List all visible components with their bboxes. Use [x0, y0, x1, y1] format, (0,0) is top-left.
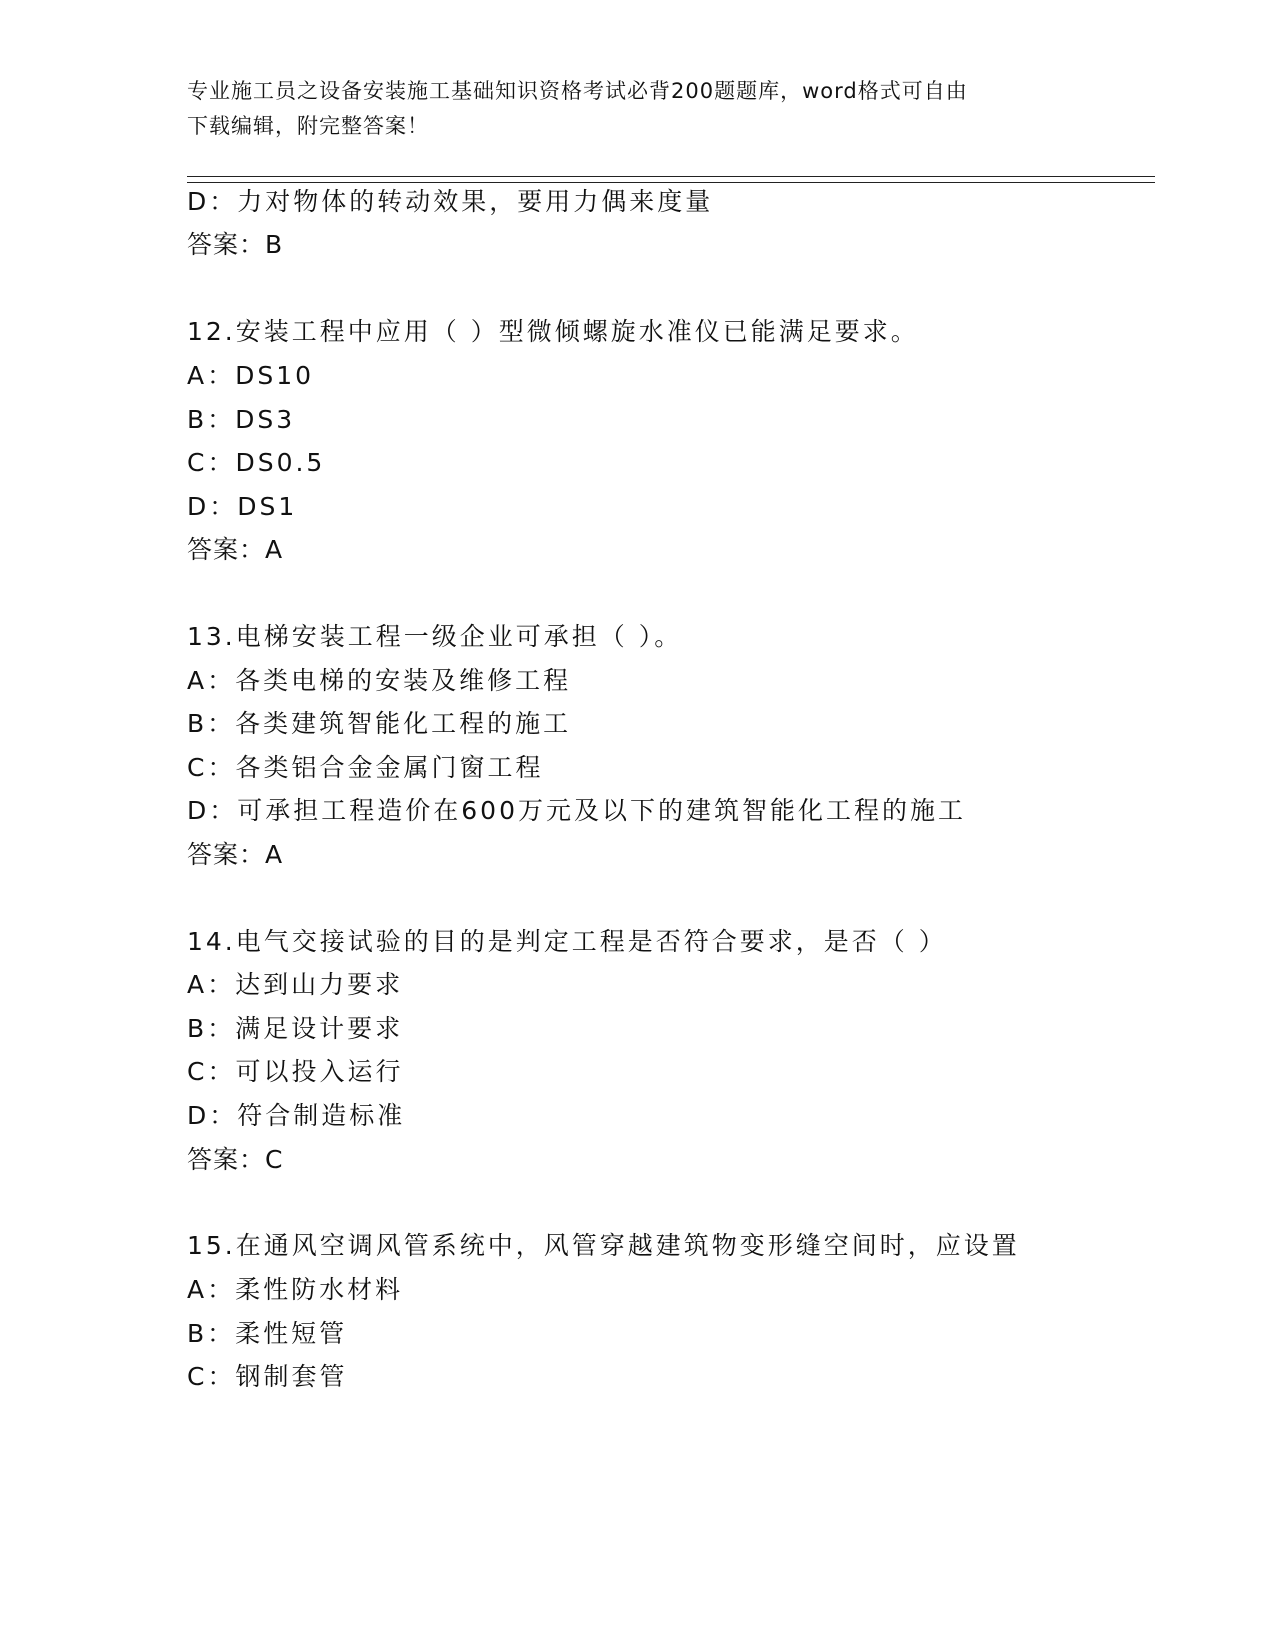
- question-12: 12.安装工程中应用（ ）型微倾螺旋水准仪已能满足要求。: [187, 317, 919, 346]
- header-divider-top: [187, 176, 1155, 177]
- option-c-q14: C：可以投入运行: [187, 1057, 404, 1086]
- option-b-q14: B：满足设计要求: [187, 1014, 404, 1043]
- question-15: 15.在通风空调风管系统中，风管穿越建筑物变形缝空间时，应设置: [187, 1231, 1020, 1260]
- option-c-q15: C：钢制套管: [187, 1362, 348, 1391]
- header-title-line-2: 下载编辑，附完整答案！: [187, 114, 429, 138]
- option-b-q15: B：柔性短管: [187, 1319, 348, 1348]
- answer-q12: 答案：A: [187, 535, 284, 564]
- option-a-q12: A：DS10: [187, 361, 315, 390]
- option-c-q12: C：DS0.5: [187, 448, 326, 477]
- answer-q11: 答案：B: [187, 230, 284, 259]
- answer-q13: 答案：A: [187, 840, 284, 869]
- question-14: 14.电气交接试验的目的是判定工程是否符合要求，是否（ ）: [187, 927, 947, 956]
- option-a-q14: A：达到山力要求: [187, 970, 404, 999]
- header-title-line-1: 专业施工员之设备安装施工基础知识资格考试必背200题题库，word格式可自由: [187, 79, 968, 103]
- header-divider-bottom: [187, 182, 1155, 183]
- option-d-q12: D：DS1: [187, 492, 298, 521]
- question-13: 13.电梯安装工程一级企业可承担（ ）。: [187, 622, 683, 651]
- option-d-q11: D：力对物体的转动效果，要用力偶来度量: [187, 187, 714, 216]
- document-header: [187, 74, 1067, 144]
- answer-q14: 答案：C: [187, 1145, 284, 1174]
- option-c-q13: C：各类铝合金金属门窗工程: [187, 753, 544, 782]
- option-b-q13: B：各类建筑智能化工程的施工: [187, 709, 572, 738]
- option-a-q15: A：柔性防水材料: [187, 1275, 404, 1304]
- option-a-q13: A：各类电梯的安装及维修工程: [187, 666, 572, 695]
- option-d-q13: D：可承担工程造价在600万元及以下的建筑智能化工程的施工: [187, 796, 966, 825]
- option-b-q12: B：DS3: [187, 405, 296, 434]
- option-d-q14: D：符合制造标准: [187, 1101, 406, 1130]
